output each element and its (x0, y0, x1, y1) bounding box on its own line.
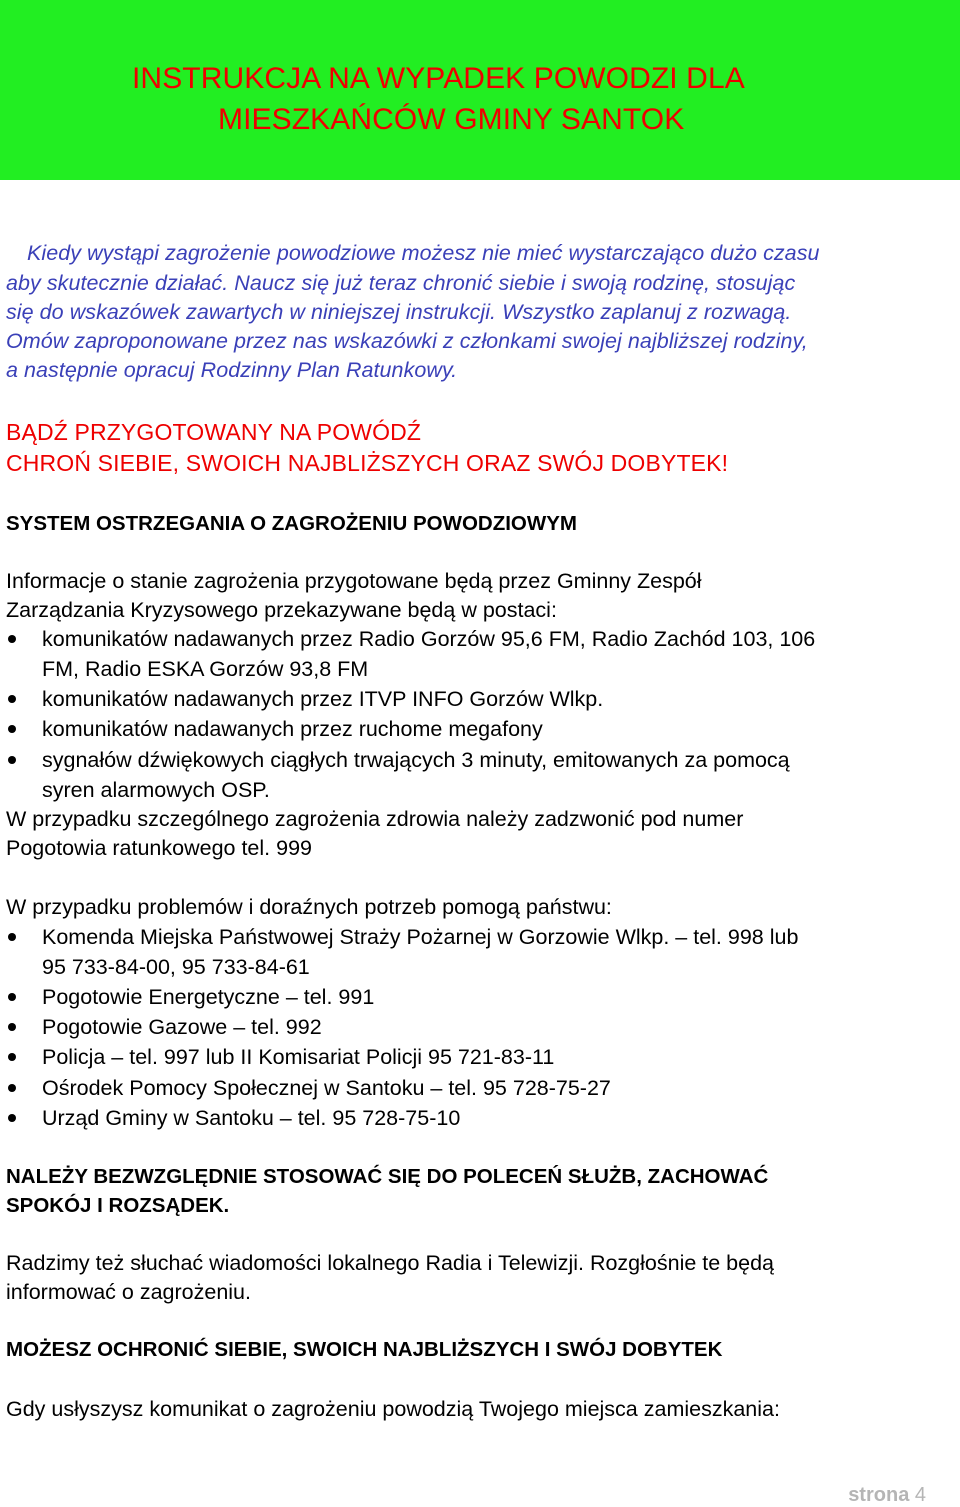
list-item: Pogotowie Energetyczne – tel. 991 (42, 985, 375, 1009)
list-item: komunikatów nadawanych przez Radio Gorzów 95,6 FM, Radio Zachód 103, 106 (42, 627, 816, 651)
section-heading: SYSTEM OSTRZEGANIA O ZAGROŻENIU POWODZIOWYM (6, 512, 577, 535)
intro-line: a następnie opracuj Rodzinny Plan Ratunkowy. (6, 358, 458, 382)
intro-line: Kiedy wystąpi zagrożenie powodziowe możesz nie mieć wystarczająco dużo czasu (27, 241, 820, 265)
list-item-continuation: syren alarmowych OSP. (42, 778, 270, 802)
page-label: strona (848, 1484, 910, 1506)
paragraph-line: Informacje o stanie zagrożenia przygotowane będą przez Gminny Zespół (6, 569, 702, 593)
bullet-icon (8, 933, 16, 941)
bullet-icon (8, 756, 16, 764)
paragraph-line: Pogotowia ratunkowego tel. 999 (6, 836, 312, 860)
paragraph-line: Radzimy też słuchać wiadomości lokalnego Radia i Telewizji. Rozgłośnie te będą (6, 1251, 775, 1275)
list-item: komunikatów nadawanych przez ruchome megafony (42, 717, 543, 741)
list-item: Urząd Gminy w Santoku – tel. 95 728-75-10 (42, 1106, 461, 1130)
list-item: Ośrodek Pomocy Społecznej w Santoku – tel. 95 728-75-27 (42, 1076, 611, 1100)
bullet-icon (8, 1023, 16, 1031)
bullet-icon (8, 1084, 16, 1092)
paragraph-line: Zarządzania Kryzysowego przekazywane będą w postaci: (6, 598, 557, 622)
list-item: Komenda Miejska Państwowej Straży Pożarnej w Gorzowie Wlkp. – tel. 998 lub (42, 925, 799, 949)
notice-line-2: SPOKÓJ I ROZSĄDEK. (6, 1194, 230, 1217)
title-banner (0, 0, 960, 180)
bullet-icon (8, 1053, 16, 1061)
list-item: Policja – tel. 997 lub II Komisariat Policji 95 721-83-11 (42, 1045, 555, 1069)
list-item-continuation: FM, Radio ESKA Gorzów 93,8 FM (42, 657, 369, 681)
paragraph-line: Gdy usłyszysz komunikat o zagrożeniu powodzią Twojego miejsca zamieszkania: (6, 1397, 780, 1421)
bullet-icon (8, 725, 16, 733)
callout-line-2: CHROŃ SIEBIE, SWOICH NAJBLIŻSZYCH ORAZ SWÓJ DOBYTEK! (6, 450, 729, 476)
paragraph-line: informować o zagrożeniu. (6, 1280, 251, 1304)
section-heading: MOŻESZ OCHRONIĆ SIEBIE, SWOICH NAJBLIŻSZYCH I SWÓJ DOBYTEK (6, 1338, 723, 1361)
callout-line-1: BĄDŹ PRZYGOTOWANY NA POWÓDŹ (6, 419, 422, 445)
paragraph-line: W przypadku problemów i doraźnych potrzeb pomogą państwu: (6, 895, 612, 919)
list-item-continuation: 95 733-84-00, 95 733-84-61 (42, 955, 310, 979)
page-footer (848, 1484, 926, 1507)
list-item: Pogotowie Gazowe – tel. 992 (42, 1015, 322, 1039)
intro-line: aby skutecznie działać. Naucz się już teraz chronić siebie i swoją rodzinę, stosując (6, 271, 796, 295)
document-title-line-2: MIESZKAŃCÓW GMINY SANTOK (218, 103, 685, 136)
intro-line: Omów zaproponowane przez nas wskazówki z członkami swojej najbliższej rodziny, (6, 329, 808, 353)
paragraph-line: W przypadku szczególnego zagrożenia zdrowia należy zadzwonić pod numer (6, 807, 744, 831)
bullet-icon (8, 635, 16, 643)
notice-line-1: NALEŻY BEZWZGLĘDNIE STOSOWAĆ SIĘ DO POLECEŃ SŁUŻB, ZACHOWAĆ (6, 1165, 769, 1188)
page-number: 4 (914, 1484, 926, 1506)
bullet-icon (8, 993, 16, 1001)
list-item: komunikatów nadawanych przez ITVP INFO Gorzów Wlkp. (42, 687, 604, 711)
intro-line: się do wskazówek zawartych w niniejszej instrukcji. Wszystko zaplanuj z rozwagą. (6, 300, 792, 324)
bullet-icon (8, 1114, 16, 1122)
document-title-line-1: INSTRUKCJA NA WYPADEK POWODZI DLA (132, 62, 745, 95)
bullet-icon (8, 695, 16, 703)
list-item: sygnałów dźwiękowych ciągłych trwających 3 minuty, emitowanych za pomocą (42, 748, 790, 772)
